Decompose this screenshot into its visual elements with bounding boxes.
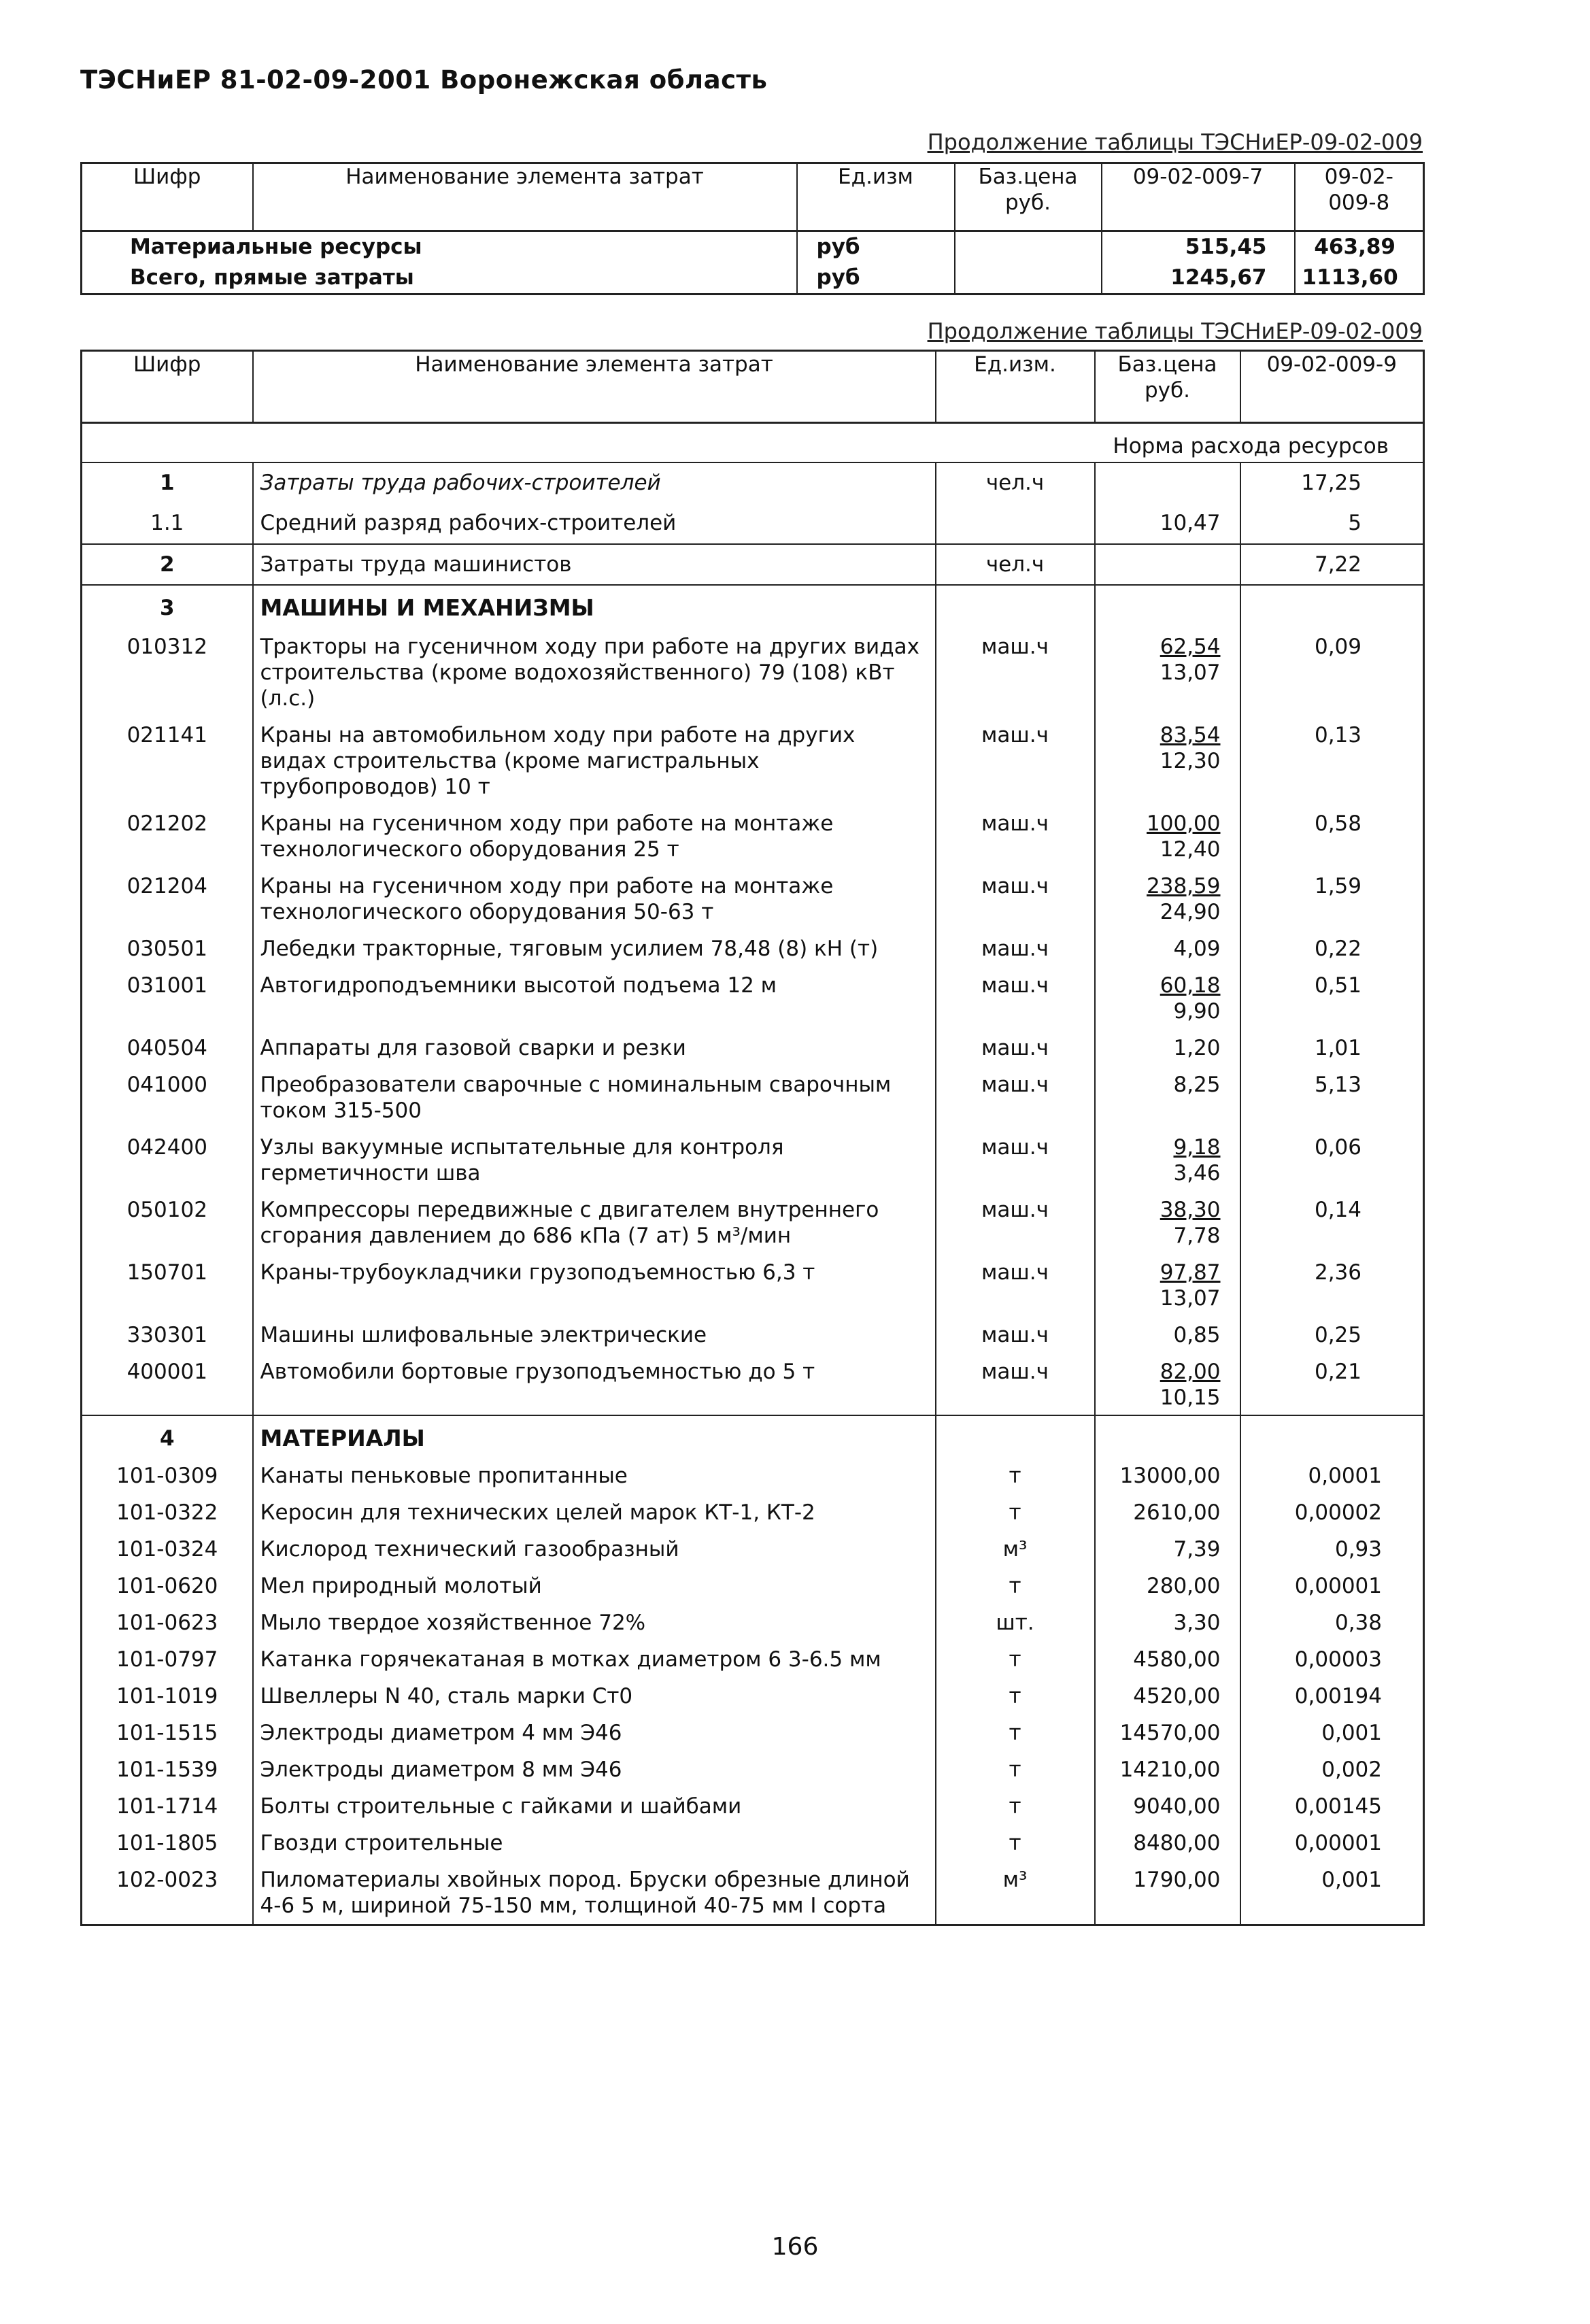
row-price: 9040,00 (1095, 1788, 1240, 1825)
table1-row-unit: руб (797, 263, 955, 294)
row-name: Мыло твердое хозяйственное 72% (253, 1604, 936, 1641)
row-value: 0,00001 (1240, 1825, 1424, 1862)
row-code: 021141 (126, 722, 207, 747)
row-unit: маш.ч (936, 966, 1095, 1028)
row-code: 101-0324 (116, 1536, 218, 1562)
price-value: 8,25 (1173, 1072, 1221, 1097)
row-value: 0,0001 (1240, 1458, 1424, 1494)
row-price: 2610,00 (1095, 1494, 1240, 1531)
page-header: ТЭСНиЕР 81-02-09-2001 Воронежская область (80, 65, 768, 95)
table1-row-v2: 463,89 (1295, 231, 1424, 263)
row-price: 14210,00 (1095, 1751, 1240, 1788)
machine-row (82, 966, 1424, 1028)
machine-row (82, 715, 1424, 804)
material-row (82, 1862, 1424, 1925)
row-value: 0,06 (1240, 1128, 1424, 1190)
row-price: 8480,00 (1095, 1825, 1240, 1862)
row-value: 0,93 (1240, 1531, 1424, 1568)
row-name: Краны на гусеничном ходу при работе на монтаже технологического оборудования 50-63 т (253, 866, 936, 929)
row-price (1095, 627, 1240, 715)
row-code: 400001 (126, 1359, 207, 1384)
row-unit: м³ (936, 1531, 1095, 1568)
row-price: 13000,00 (1095, 1458, 1240, 1494)
price-value: 82,00 (1160, 1359, 1221, 1384)
material-row (82, 1568, 1424, 1604)
row-name: Краны на автомобильном ходу при работе на других видах строительства (кроме магистральных трубопроводов) 10 т (253, 715, 936, 804)
machine-row (82, 1128, 1424, 1190)
row-name: Узлы вакуумные испытательные для контроля герметичности шва (253, 1128, 936, 1190)
row-value: 1,59 (1240, 866, 1424, 929)
row-name: Автогидроподъемники высотой подъема 12 м (253, 966, 936, 1028)
row-name: Кислород технический газообразный (253, 1531, 936, 1568)
table1-caption: Продолжение таблицы ТЭСНиЕР-09-02-009 (927, 129, 1423, 155)
row-code: 021202 (126, 811, 207, 836)
row-unit: т (936, 1568, 1095, 1604)
table1-row-price (955, 231, 1102, 263)
row-code: 101-1714 (116, 1793, 218, 1819)
row-unit: маш.ч (936, 1315, 1095, 1352)
row-unit: маш.ч (936, 1352, 1095, 1415)
labor-row (82, 503, 1424, 544)
row-code: 101-0620 (116, 1573, 218, 1598)
section-code: 3 (82, 585, 253, 627)
row-code: 010312 (126, 634, 207, 659)
row-unit: чел.ч (936, 462, 1095, 503)
row-price: 10,47 (1095, 503, 1240, 544)
row-code: 150701 (126, 1260, 207, 1285)
material-row (82, 1715, 1424, 1751)
row-price: 4580,00 (1095, 1641, 1240, 1678)
machines-section (82, 585, 1424, 1415)
row-value: 2,36 (1240, 1253, 1424, 1315)
table2-header-code: Шифр (82, 351, 253, 423)
row-value: 0,00145 (1240, 1788, 1424, 1825)
row-code: 2 (82, 544, 253, 585)
table1-header-col7: 09-02-009-7 (1102, 163, 1295, 231)
row-unit: т (936, 1825, 1095, 1862)
section-value (1240, 1415, 1424, 1458)
row-code: 021204 (126, 873, 207, 898)
row-price: 280,00 (1095, 1568, 1240, 1604)
row-unit: маш.ч (936, 1190, 1095, 1253)
row-code: 041000 (126, 1072, 207, 1097)
row-unit: т (936, 1751, 1095, 1788)
row-value: 0,22 (1240, 929, 1424, 966)
row-value: 0,58 (1240, 804, 1424, 866)
table1 (80, 162, 1425, 295)
row-unit: маш.ч (936, 929, 1095, 966)
section-code: 4 (82, 1415, 253, 1458)
price-salary: 12,30 (1160, 748, 1221, 773)
machine-row (82, 1315, 1424, 1352)
price-value: 62,54 (1160, 634, 1221, 659)
row-price (1095, 1028, 1240, 1065)
row-unit: маш.ч (936, 866, 1095, 929)
row-name: Катанка горячекатаная в мотках диаметром 6 3-6.5 мм (253, 1641, 936, 1678)
row-value: 1,01 (1240, 1028, 1424, 1065)
row-unit: маш.ч (936, 715, 1095, 804)
row-code: 101-0797 (116, 1647, 218, 1672)
price-value: 97,87 (1160, 1260, 1221, 1285)
row-code: 102-0023 (116, 1867, 218, 1892)
row-name: Автомобили бортовые грузоподъемностью до 5 т (253, 1352, 936, 1415)
row-unit: шт. (936, 1604, 1095, 1641)
row-code: 042400 (126, 1134, 207, 1160)
row-value: 0,001 (1240, 1715, 1424, 1751)
row-code: 101-0322 (116, 1500, 218, 1525)
price-value: 9,18 (1173, 1134, 1221, 1160)
machine-row (82, 627, 1424, 715)
row-value: 0,14 (1240, 1190, 1424, 1253)
row-name: Электроды диаметром 4 мм Э46 (253, 1715, 936, 1751)
section-row (82, 585, 1424, 627)
row-value: 0,25 (1240, 1315, 1424, 1352)
row-name: Затраты труда рабочих-строителей (253, 462, 936, 503)
row-unit: чел.ч (936, 544, 1095, 585)
material-row (82, 1494, 1424, 1531)
row-price: 1790,00 (1095, 1862, 1240, 1925)
price-value: 60,18 (1160, 973, 1221, 998)
price-salary: 13,07 (1160, 1285, 1221, 1311)
table1-row-v1: 515,45 (1102, 231, 1295, 263)
norm-label: Норма расхода ресурсов (82, 423, 1424, 462)
row-name: Швеллеры N 40, сталь марки Ст0 (253, 1678, 936, 1715)
row-price: 7,39 (1095, 1531, 1240, 1568)
table1-row-unit: руб (797, 231, 955, 263)
row-value: 0,38 (1240, 1604, 1424, 1641)
row-name: Болты строительные с гайками и шайбами (253, 1788, 936, 1825)
machine-row (82, 1352, 1424, 1415)
row-price (1095, 1352, 1240, 1415)
price-salary: 9,90 (1173, 998, 1221, 1024)
row-price (1095, 1065, 1240, 1128)
materials-section (82, 1415, 1424, 1925)
row-price (1095, 929, 1240, 966)
table2 (80, 350, 1425, 1926)
table1-row-v2: 1113,60 (1295, 263, 1424, 294)
row-price (1095, 1253, 1240, 1315)
price-value: 38,30 (1160, 1197, 1221, 1222)
row-name: Средний разряд рабочих-строителей (253, 503, 936, 544)
row-value: 17,25 (1240, 462, 1424, 503)
material-row (82, 1458, 1424, 1494)
row-price: 3,30 (1095, 1604, 1240, 1641)
material-row (82, 1678, 1424, 1715)
row-name: Затраты труда машинистов (253, 544, 936, 585)
row-price (1095, 715, 1240, 804)
row-value: 5 (1240, 503, 1424, 544)
row-value: 0,00001 (1240, 1568, 1424, 1604)
row-code: 101-1539 (116, 1757, 218, 1782)
row-unit: маш.ч (936, 627, 1095, 715)
page-number: 166 (771, 2233, 819, 2261)
table1-row (82, 231, 1424, 263)
price-salary: 3,46 (1173, 1160, 1221, 1185)
row-unit: т (936, 1678, 1095, 1715)
row-code: 101-0309 (116, 1463, 218, 1488)
row-unit: т (936, 1788, 1095, 1825)
row-unit: т (936, 1641, 1095, 1678)
row-price (1095, 1128, 1240, 1190)
machine-row (82, 1190, 1424, 1253)
table1-row (82, 263, 1424, 294)
material-row (82, 1531, 1424, 1568)
table2-header-row (82, 351, 1424, 423)
material-row (82, 1825, 1424, 1862)
price-salary: 10,15 (1160, 1385, 1221, 1410)
table1-header-price: Баз.цена руб. (955, 163, 1102, 231)
row-code: 1.1 (150, 510, 184, 535)
section-row (82, 1415, 1424, 1458)
price-value: 1,20 (1173, 1035, 1221, 1060)
row-price (1095, 462, 1240, 503)
table2-caption: Продолжение таблицы ТЭСНиЕР-09-02-009 (927, 318, 1423, 344)
material-row (82, 1641, 1424, 1678)
row-code: 101-1805 (116, 1830, 218, 1855)
row-name: Краны на гусеничном ходу при работе на монтаже технологического оборудования 25 т (253, 804, 936, 866)
row-price (1095, 1315, 1240, 1352)
row-unit: маш.ч (936, 804, 1095, 866)
row-unit (936, 503, 1095, 544)
machine-row (82, 1253, 1424, 1315)
machine-row (82, 929, 1424, 966)
row-code: 040504 (126, 1035, 207, 1060)
table1-header-code: Шифр (82, 163, 253, 231)
row-code: 101-1019 (116, 1683, 218, 1708)
section-unit (936, 1415, 1095, 1458)
price-value: 83,54 (1160, 722, 1221, 747)
row-name: Аппараты для газовой сварки и резки (253, 1028, 936, 1065)
section-title: МАТЕРИАЛЫ (253, 1415, 936, 1458)
material-row (82, 1751, 1424, 1788)
table2-header-col9: 09-02-009-9 (1240, 351, 1424, 423)
row-price (1095, 966, 1240, 1028)
table1-row-name: Материальные ресурсы (130, 235, 422, 259)
table1-header-unit: Ед.изм (797, 163, 955, 231)
row-value: 0,09 (1240, 627, 1424, 715)
price-value: 4,09 (1173, 936, 1221, 961)
labor-row (82, 462, 1424, 503)
row-code: 050102 (126, 1197, 207, 1222)
row-value: 0,51 (1240, 966, 1424, 1028)
row-code: 101-1515 (116, 1720, 218, 1745)
row-price (1095, 804, 1240, 866)
section-price (1095, 1415, 1240, 1458)
row-name: Тракторы на гусеничном ходу при работе на других видах строительства (кроме водохозяйственного) 79 (108) кВт (л.с.) (253, 627, 936, 715)
row-value: 0,00194 (1240, 1678, 1424, 1715)
row-price: 14570,00 (1095, 1715, 1240, 1751)
row-unit: т (936, 1715, 1095, 1751)
table1-row-price (955, 263, 1102, 294)
row-value: 0,001 (1240, 1862, 1424, 1925)
labor-row (82, 544, 1424, 585)
table1-header-col8: 09-02-009-8 (1295, 163, 1424, 231)
row-value: 0,00003 (1240, 1641, 1424, 1678)
row-name: Пиломатериалы хвойных пород. Бруски обрезные длиной 4-6 5 м, шириной 75-150 мм, толщиной 40-75 мм I сорта (253, 1862, 936, 1925)
price-salary: 13,07 (1160, 660, 1221, 685)
row-price: 4520,00 (1095, 1678, 1240, 1715)
machine-row (82, 804, 1424, 866)
table1-row-v1: 1245,67 (1102, 263, 1295, 294)
table2-header-name: Наименование элемента затрат (253, 351, 936, 423)
material-row (82, 1604, 1424, 1641)
table1-row-name: Всего, прямые затраты (130, 265, 414, 290)
row-unit: маш.ч (936, 1253, 1095, 1315)
row-code: 030501 (126, 936, 207, 961)
section-price (1095, 585, 1240, 627)
row-value: 0,00002 (1240, 1494, 1424, 1531)
price-salary: 12,40 (1160, 837, 1221, 862)
price-value: 0,85 (1173, 1322, 1221, 1347)
price-value: 238,59 (1147, 873, 1221, 898)
row-code: 031001 (126, 973, 207, 998)
row-name: Электроды диаметром 8 мм Э46 (253, 1751, 936, 1788)
table1-header-row (82, 163, 1424, 231)
row-name: Машины шлифовальные электрические (253, 1315, 936, 1352)
table2-header-unit: Ед.изм. (936, 351, 1095, 423)
price-salary: 24,90 (1160, 899, 1221, 924)
table2-header-price: Баз.цена руб. (1095, 351, 1240, 423)
row-unit: маш.ч (936, 1065, 1095, 1128)
row-name: Гвозди строительные (253, 1825, 936, 1862)
row-code: 1 (159, 470, 175, 495)
price-salary: 7,78 (1173, 1223, 1221, 1248)
section-unit (936, 585, 1095, 627)
price-value: 100,00 (1147, 811, 1221, 836)
row-unit: т (936, 1458, 1095, 1494)
table1-header-name: Наименование элемента затрат (253, 163, 797, 231)
machine-row (82, 866, 1424, 929)
row-code: 330301 (126, 1322, 207, 1347)
row-price (1095, 866, 1240, 929)
row-value: 0,002 (1240, 1751, 1424, 1788)
row-value: 0,21 (1240, 1352, 1424, 1415)
norm-label-row (82, 423, 1424, 462)
row-unit: маш.ч (936, 1028, 1095, 1065)
section-title: МАШИНЫ И МЕХАНИЗМЫ (253, 585, 936, 627)
row-value: 5,13 (1240, 1065, 1424, 1128)
row-price (1095, 1190, 1240, 1253)
material-row (82, 1788, 1424, 1825)
row-name: Лебедки тракторные, тяговым усилием 78,48 (8) кН (т) (253, 929, 936, 966)
row-code: 101-0623 (116, 1610, 218, 1635)
row-name: Компрессоры передвижные с двигателем внутреннего сгорания давлением до 686 кПа (7 ат) 5 м³/мин (253, 1190, 936, 1253)
row-price (1095, 544, 1240, 585)
row-value: 7,22 (1240, 544, 1424, 585)
row-name: Краны-трубоукладчики грузоподъемностью 6,3 т (253, 1253, 936, 1315)
row-name: Керосин для технических целей марок КТ-1, КТ-2 (253, 1494, 936, 1531)
machine-row (82, 1028, 1424, 1065)
row-value: 0,13 (1240, 715, 1424, 804)
row-unit: т (936, 1494, 1095, 1531)
row-unit: маш.ч (936, 1128, 1095, 1190)
row-unit: м³ (936, 1862, 1095, 1925)
row-name: Канаты пеньковые пропитанные (253, 1458, 936, 1494)
machine-row (82, 1065, 1424, 1128)
row-name: Преобразователи сварочные с номинальным сварочным током 315-500 (253, 1065, 936, 1128)
row-name: Мел природный молотый (253, 1568, 936, 1604)
labor-section (82, 462, 1424, 585)
section-value (1240, 585, 1424, 627)
